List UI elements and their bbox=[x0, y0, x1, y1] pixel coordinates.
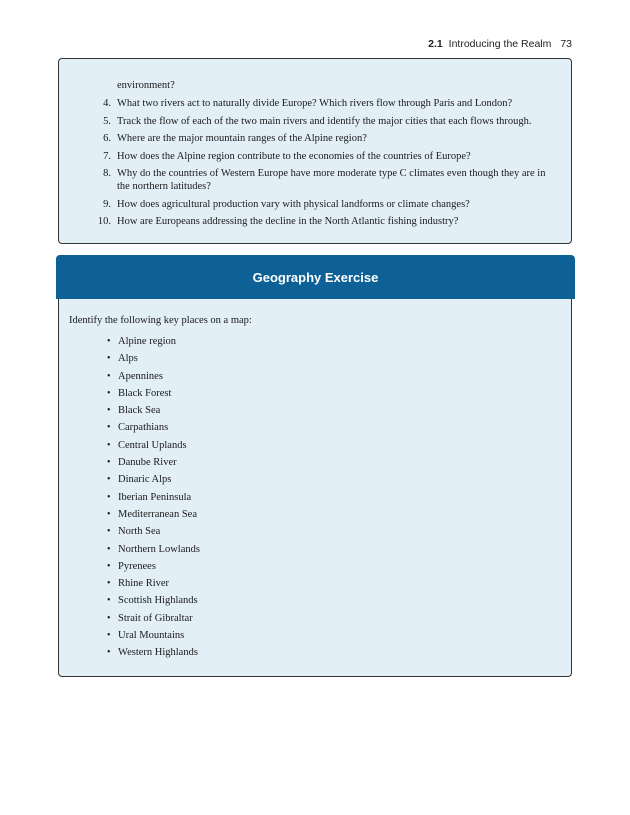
bullet-icon: • bbox=[107, 647, 111, 659]
bullet-icon: • bbox=[107, 630, 111, 642]
key-place-name: Alpine region bbox=[118, 336, 177, 347]
question-item bbox=[59, 97, 571, 110]
key-place-item bbox=[59, 525, 200, 542]
question-item bbox=[59, 150, 571, 163]
question-number: 8. bbox=[103, 168, 111, 179]
key-place-item bbox=[59, 543, 200, 560]
question-number: 5. bbox=[103, 115, 111, 127]
key-place-item bbox=[59, 473, 200, 490]
key-place-name: Alps bbox=[118, 353, 138, 365]
review-questions-box bbox=[58, 58, 572, 244]
bullet-icon: • bbox=[107, 336, 111, 347]
key-place-name: Northern Lowlands bbox=[118, 543, 200, 555]
bullet-icon: • bbox=[107, 405, 111, 417]
section-number: 2.1 bbox=[428, 38, 443, 50]
continued-question-text: environment? bbox=[117, 80, 175, 91]
bullet-icon: • bbox=[107, 422, 111, 434]
section-title: Introducing the Realm bbox=[448, 38, 552, 50]
running-header bbox=[428, 38, 572, 50]
bullet-icon: • bbox=[107, 612, 111, 624]
key-place-name: Rhine River bbox=[118, 578, 170, 590]
key-place-item bbox=[59, 335, 200, 352]
key-place-item bbox=[59, 629, 200, 646]
question-number: 4. bbox=[103, 98, 111, 109]
question-text: Why do the countries of Western Europe have more moderate type C climates even though they are in the northern latitudes? bbox=[117, 168, 546, 192]
key-place-item bbox=[59, 456, 200, 473]
key-place-item bbox=[59, 404, 200, 421]
key-place-item bbox=[59, 612, 200, 629]
question-text: Track the flow of each of the two main rivers and identify the major cities that each flows through. bbox=[117, 115, 532, 127]
key-place-item bbox=[59, 594, 200, 611]
key-place-item bbox=[59, 387, 200, 404]
question-text: How does the Alpine region contribute to the economies of the countries of Europe? bbox=[117, 150, 471, 162]
key-place-item bbox=[59, 577, 200, 594]
key-place-name: Mediterranean Sea bbox=[118, 508, 198, 520]
question-text: How does agricultural production vary with physical landforms or climate changes? bbox=[117, 198, 470, 210]
question-text: Where are the major mountain ranges of the Alpine region? bbox=[117, 133, 367, 144]
bullet-icon: • bbox=[107, 526, 111, 538]
key-place-name: Central Uplands bbox=[118, 439, 187, 451]
question-item bbox=[59, 215, 571, 228]
question-text: What two rivers act to naturally divide Europe? Which rivers flow through Paris and London? bbox=[117, 98, 513, 109]
question-item bbox=[59, 198, 571, 211]
bullet-icon: • bbox=[107, 353, 111, 365]
key-place-name: Apennines bbox=[118, 370, 163, 382]
question-item bbox=[59, 132, 571, 145]
key-place-name: Strait of Gibraltar bbox=[118, 612, 193, 624]
key-place-name: Dinaric Alps bbox=[118, 474, 172, 486]
bullet-icon: • bbox=[107, 387, 111, 399]
key-place-item bbox=[59, 439, 200, 456]
bullet-icon: • bbox=[107, 560, 111, 572]
bullet-icon: • bbox=[107, 595, 111, 607]
key-place-name: Black Sea bbox=[118, 405, 161, 417]
exercise-instructions: Identify the following key places on a map: bbox=[69, 315, 252, 326]
question-number: 6. bbox=[103, 133, 111, 144]
question-item bbox=[59, 167, 571, 193]
key-place-item bbox=[59, 560, 200, 577]
bullet-icon: • bbox=[107, 439, 111, 451]
exercise-header-bar bbox=[56, 255, 575, 299]
question-number: 7. bbox=[103, 150, 111, 162]
bullet-icon: • bbox=[107, 474, 111, 486]
bullet-icon: • bbox=[107, 578, 111, 590]
key-place-name: Carpathians bbox=[118, 422, 169, 434]
key-place-item bbox=[59, 491, 200, 508]
page-number: 73 bbox=[560, 38, 572, 50]
bullet-icon: • bbox=[107, 543, 111, 555]
key-place-item bbox=[59, 370, 200, 387]
key-place-name: Danube River bbox=[118, 457, 177, 469]
key-place-item bbox=[59, 646, 200, 663]
key-place-name: Pyrenees bbox=[118, 560, 156, 572]
bullet-icon: • bbox=[107, 491, 111, 503]
key-place-item bbox=[59, 352, 200, 369]
key-place-item bbox=[59, 421, 200, 438]
question-number: 9. bbox=[103, 198, 111, 210]
review-questions-list bbox=[59, 97, 571, 233]
bullet-icon: • bbox=[107, 457, 111, 469]
key-places-list bbox=[59, 335, 200, 664]
key-place-item bbox=[59, 508, 200, 525]
bullet-icon: • bbox=[107, 508, 111, 520]
key-place-name: North Sea bbox=[118, 526, 161, 538]
key-place-name: Scottish Highlands bbox=[118, 595, 198, 607]
key-place-name: Black Forest bbox=[118, 387, 172, 399]
key-place-name: Ural Mountains bbox=[118, 630, 185, 642]
key-place-name: Iberian Peninsula bbox=[118, 491, 192, 503]
key-place-name: Western Highlands bbox=[118, 647, 198, 659]
question-item bbox=[59, 115, 571, 128]
question-number: 10. bbox=[97, 216, 111, 227]
bullet-icon: • bbox=[107, 370, 111, 382]
exercise-title: Geography Exercise bbox=[252, 269, 379, 285]
geography-exercise-box bbox=[58, 256, 572, 677]
question-text: How are Europeans addressing the decline in the North Atlantic fishing industry? bbox=[117, 216, 459, 227]
